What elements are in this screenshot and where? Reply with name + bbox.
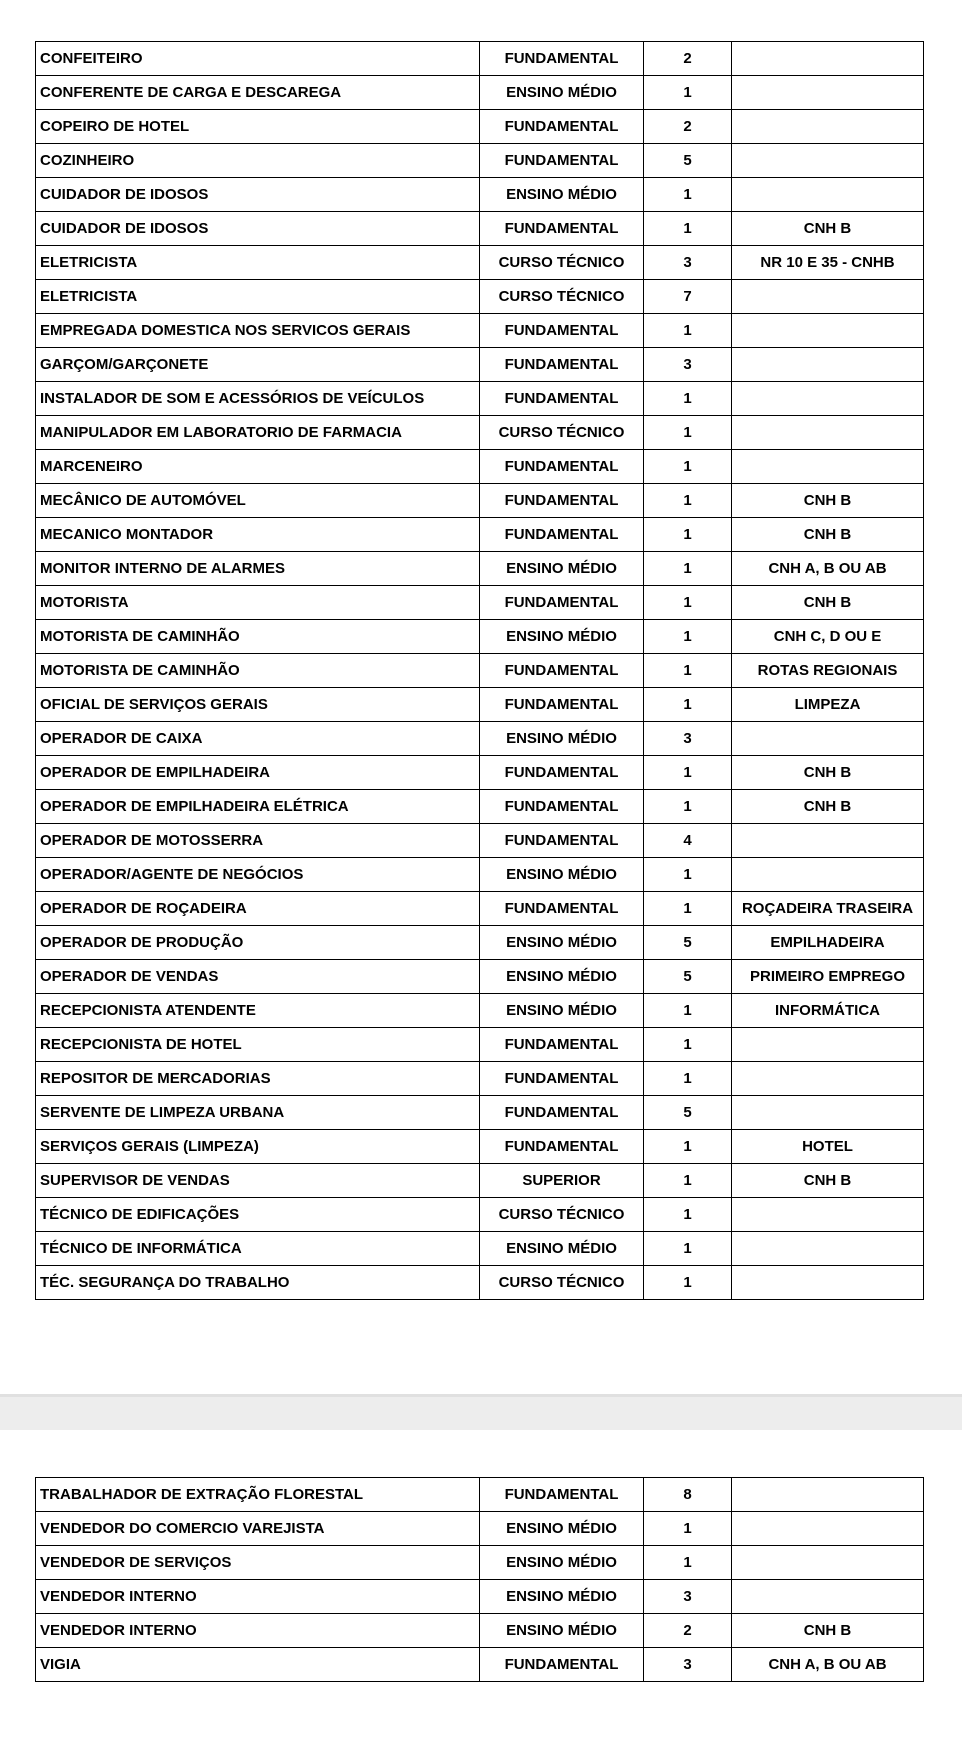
requirements-cell [732,450,924,484]
table-row [36,518,924,552]
job-title-cell: VIGIA [36,1648,480,1682]
job-title-cell: SUPERVISOR DE VENDAS [36,1164,480,1198]
requirements-cell: CNH C, D OU E [732,620,924,654]
openings-count-cell: 3 [644,246,732,280]
openings-count-cell: 1 [644,994,732,1028]
table-row [36,484,924,518]
table-row [36,1266,924,1300]
requirements-cell [732,110,924,144]
requirements-cell: EMPILHADEIRA [732,926,924,960]
education-level-cell: FUNDAMENTAL [480,1096,644,1130]
table-row [36,1232,924,1266]
requirements-cell: LIMPEZA [732,688,924,722]
education-level-cell: ENSINO MÉDIO [480,1512,644,1546]
requirements-cell: CNH B [732,756,924,790]
openings-count-cell: 3 [644,348,732,382]
requirements-cell [732,722,924,756]
requirements-cell: CNH A, B OU AB [732,1648,924,1682]
document-page-2 [0,1430,962,1739]
openings-count-cell: 1 [644,1130,732,1164]
openings-count-cell: 1 [644,314,732,348]
requirements-cell [732,382,924,416]
education-level-cell: FUNDAMENTAL [480,824,644,858]
education-level-cell: FUNDAMENTAL [480,382,644,416]
job-title-cell: ELETRICISTA [36,246,480,280]
requirements-cell [732,1478,924,1512]
education-level-cell: FUNDAMENTAL [480,654,644,688]
job-title-cell: OPERADOR DE VENDAS [36,960,480,994]
openings-count-cell: 1 [644,586,732,620]
table-row [36,960,924,994]
education-level-cell: FUNDAMENTAL [480,518,644,552]
job-title-cell: OFICIAL DE SERVIÇOS GERAIS [36,688,480,722]
job-title-cell: MECÂNICO DE AUTOMÓVEL [36,484,480,518]
openings-count-cell: 5 [644,1096,732,1130]
job-title-cell: MOTORISTA [36,586,480,620]
requirements-cell [732,416,924,450]
requirements-cell [732,280,924,314]
table-row [36,212,924,246]
openings-count-cell: 1 [644,1546,732,1580]
job-title-cell: GARÇOM/GARÇONETE [36,348,480,382]
requirements-cell: CNH B [732,518,924,552]
requirements-cell [732,1062,924,1096]
job-title-cell: RECEPCIONISTA DE HOTEL [36,1028,480,1062]
education-level-cell: ENSINO MÉDIO [480,960,644,994]
openings-count-cell: 3 [644,1648,732,1682]
table-row [36,756,924,790]
job-title-cell: VENDEDOR INTERNO [36,1614,480,1648]
requirements-cell: CNH B [732,1614,924,1648]
openings-count-cell: 5 [644,960,732,994]
requirements-cell: CNH B [732,212,924,246]
requirements-cell: HOTEL [732,1130,924,1164]
table-row [36,1512,924,1546]
job-title-cell: TÉCNICO DE EDIFICAÇÕES [36,1198,480,1232]
openings-count-cell: 1 [644,892,732,926]
requirements-cell: ROTAS REGIONAIS [732,654,924,688]
openings-count-cell: 1 [644,688,732,722]
table-row [36,552,924,586]
education-level-cell: FUNDAMENTAL [480,348,644,382]
openings-count-cell: 2 [644,42,732,76]
education-level-cell: ENSINO MÉDIO [480,1614,644,1648]
table-row [36,42,924,76]
table-row [36,586,924,620]
openings-count-cell: 1 [644,450,732,484]
table-row [36,620,924,654]
requirements-cell: CNH B [732,484,924,518]
job-title-cell: OPERADOR DE EMPILHADEIRA ELÉTRICA [36,790,480,824]
requirements-cell: CNH A, B OU AB [732,552,924,586]
openings-count-cell: 1 [644,756,732,790]
education-level-cell: FUNDAMENTAL [480,756,644,790]
openings-count-cell: 1 [644,416,732,450]
openings-count-cell: 1 [644,654,732,688]
table-row [36,450,924,484]
openings-count-cell: 1 [644,1266,732,1300]
job-title-cell: COPEIRO DE HOTEL [36,110,480,144]
openings-count-cell: 2 [644,1614,732,1648]
openings-count-cell: 1 [644,1232,732,1266]
job-title-cell: COZINHEIRO [36,144,480,178]
job-title-cell: MECANICO MONTADOR [36,518,480,552]
table-row [36,246,924,280]
requirements-cell: ROÇADEIRA TRASEIRA [732,892,924,926]
education-level-cell: FUNDAMENTAL [480,484,644,518]
table-row [36,654,924,688]
table-row [36,382,924,416]
table-row [36,178,924,212]
job-title-cell: OPERADOR/AGENTE DE NEGÓCIOS [36,858,480,892]
education-level-cell: CURSO TÉCNICO [480,1198,644,1232]
job-title-cell: INSTALADOR DE SOM E ACESSÓRIOS DE VEÍCULOS [36,382,480,416]
page-separator [0,1394,962,1430]
table-row [36,348,924,382]
job-openings-table-continued [35,1477,924,1682]
table-row [36,1546,924,1580]
requirements-cell [732,348,924,382]
openings-count-cell: 1 [644,212,732,246]
education-level-cell: FUNDAMENTAL [480,1028,644,1062]
table-row [36,1580,924,1614]
openings-count-cell: 1 [644,1028,732,1062]
openings-count-cell: 1 [644,518,732,552]
requirements-cell: NR 10 E 35 - CNHB [732,246,924,280]
education-level-cell: ENSINO MÉDIO [480,1546,644,1580]
table-row [36,1648,924,1682]
education-level-cell: CURSO TÉCNICO [480,246,644,280]
education-level-cell: FUNDAMENTAL [480,1648,644,1682]
table-row [36,790,924,824]
table-row [36,1198,924,1232]
requirements-cell: INFORMÁTICA [732,994,924,1028]
requirements-cell [732,1266,924,1300]
job-title-cell: CUIDADOR DE IDOSOS [36,178,480,212]
job-title-cell: CUIDADOR DE IDOSOS [36,212,480,246]
job-title-cell: TRABALHADOR DE EXTRAÇÃO FLORESTAL [36,1478,480,1512]
table-row [36,1028,924,1062]
job-openings-body [36,1478,924,1682]
education-level-cell: ENSINO MÉDIO [480,1232,644,1266]
table-row [36,1614,924,1648]
job-title-cell: CONFEITEIRO [36,42,480,76]
openings-count-cell: 1 [644,858,732,892]
education-level-cell: ENSINO MÉDIO [480,552,644,586]
openings-count-cell: 8 [644,1478,732,1512]
openings-count-cell: 1 [644,1198,732,1232]
requirements-cell [732,1096,924,1130]
table-row [36,1164,924,1198]
education-level-cell: FUNDAMENTAL [480,688,644,722]
table-row [36,280,924,314]
job-title-cell: OPERADOR DE CAIXA [36,722,480,756]
table-row [36,892,924,926]
education-level-cell: SUPERIOR [480,1164,644,1198]
job-title-cell: TÉC. SEGURANÇA DO TRABALHO [36,1266,480,1300]
education-level-cell: FUNDAMENTAL [480,110,644,144]
education-level-cell: FUNDAMENTAL [480,1130,644,1164]
table-row [36,1130,924,1164]
education-level-cell: CURSO TÉCNICO [480,416,644,450]
table-row [36,926,924,960]
education-level-cell: ENSINO MÉDIO [480,178,644,212]
openings-count-cell: 1 [644,1164,732,1198]
education-level-cell: ENSINO MÉDIO [480,994,644,1028]
openings-count-cell: 2 [644,110,732,144]
job-title-cell: ELETRICISTA [36,280,480,314]
requirements-cell: CNH B [732,586,924,620]
job-title-cell: MOTORISTA DE CAMINHÃO [36,620,480,654]
openings-count-cell: 7 [644,280,732,314]
requirements-cell [732,144,924,178]
education-level-cell: CURSO TÉCNICO [480,280,644,314]
job-title-cell: VENDEDOR DE SERVIÇOS [36,1546,480,1580]
table-row [36,1096,924,1130]
education-level-cell: ENSINO MÉDIO [480,858,644,892]
education-level-cell: ENSINO MÉDIO [480,620,644,654]
job-title-cell: OPERADOR DE ROÇADEIRA [36,892,480,926]
requirements-cell [732,42,924,76]
education-level-cell: FUNDAMENTAL [480,790,644,824]
table-row [36,76,924,110]
requirements-cell [732,1232,924,1266]
requirements-cell [732,76,924,110]
openings-count-cell: 1 [644,76,732,110]
education-level-cell: FUNDAMENTAL [480,450,644,484]
openings-count-cell: 1 [644,382,732,416]
table-row [36,1478,924,1512]
requirements-cell [732,1028,924,1062]
table-row [36,1062,924,1096]
table-row [36,824,924,858]
job-openings-table [35,41,924,1300]
openings-count-cell: 1 [644,620,732,654]
openings-count-cell: 1 [644,1512,732,1546]
job-title-cell: OPERADOR DE EMPILHADEIRA [36,756,480,790]
education-level-cell: FUNDAMENTAL [480,1062,644,1096]
job-title-cell: MOTORISTA DE CAMINHÃO [36,654,480,688]
job-title-cell: SERVENTE DE LIMPEZA URBANA [36,1096,480,1130]
education-level-cell: FUNDAMENTAL [480,314,644,348]
openings-count-cell: 1 [644,790,732,824]
job-title-cell: VENDEDOR INTERNO [36,1580,480,1614]
requirements-cell [732,1198,924,1232]
job-title-cell: MARCENEIRO [36,450,480,484]
education-level-cell: ENSINO MÉDIO [480,1580,644,1614]
requirements-cell [732,1546,924,1580]
job-title-cell: OPERADOR DE PRODUÇÃO [36,926,480,960]
openings-count-cell: 1 [644,552,732,586]
table-row [36,314,924,348]
requirements-cell: CNH B [732,790,924,824]
openings-count-cell: 3 [644,722,732,756]
requirements-cell: CNH B [732,1164,924,1198]
education-level-cell: ENSINO MÉDIO [480,76,644,110]
education-level-cell: FUNDAMENTAL [480,212,644,246]
openings-count-cell: 5 [644,926,732,960]
table-row [36,858,924,892]
job-title-cell: OPERADOR DE MOTOSSERRA [36,824,480,858]
education-level-cell: FUNDAMENTAL [480,42,644,76]
openings-count-cell: 1 [644,1062,732,1096]
requirements-cell [732,178,924,212]
job-openings-body [36,42,924,1300]
openings-count-cell: 3 [644,1580,732,1614]
table-row [36,994,924,1028]
requirements-cell [732,1512,924,1546]
job-title-cell: VENDEDOR DO COMERCIO VAREJISTA [36,1512,480,1546]
requirements-cell [732,858,924,892]
education-level-cell: FUNDAMENTAL [480,892,644,926]
education-level-cell: FUNDAMENTAL [480,586,644,620]
education-level-cell: FUNDAMENTAL [480,144,644,178]
job-title-cell: MANIPULADOR EM LABORATORIO DE FARMACIA [36,416,480,450]
job-title-cell: REPOSITOR DE MERCADORIAS [36,1062,480,1096]
requirements-cell: PRIMEIRO EMPREGO [732,960,924,994]
education-level-cell: ENSINO MÉDIO [480,722,644,756]
openings-count-cell: 5 [644,144,732,178]
table-row [36,416,924,450]
education-level-cell: ENSINO MÉDIO [480,926,644,960]
table-row [36,688,924,722]
education-level-cell: CURSO TÉCNICO [480,1266,644,1300]
job-title-cell: RECEPCIONISTA ATENDENTE [36,994,480,1028]
job-title-cell: TÉCNICO DE INFORMÁTICA [36,1232,480,1266]
requirements-cell [732,824,924,858]
job-title-cell: CONFERENTE DE CARGA E DESCAREGA [36,76,480,110]
openings-count-cell: 1 [644,484,732,518]
requirements-cell [732,1580,924,1614]
openings-count-cell: 1 [644,178,732,212]
table-row [36,110,924,144]
job-title-cell: SERVIÇOS GERAIS (LIMPEZA) [36,1130,480,1164]
education-level-cell: FUNDAMENTAL [480,1478,644,1512]
job-title-cell: MONITOR INTERNO DE ALARMES [36,552,480,586]
job-title-cell: EMPREGADA DOMESTICA NOS SERVICOS GERAIS [36,314,480,348]
table-row [36,722,924,756]
requirements-cell [732,314,924,348]
table-row [36,144,924,178]
openings-count-cell: 4 [644,824,732,858]
